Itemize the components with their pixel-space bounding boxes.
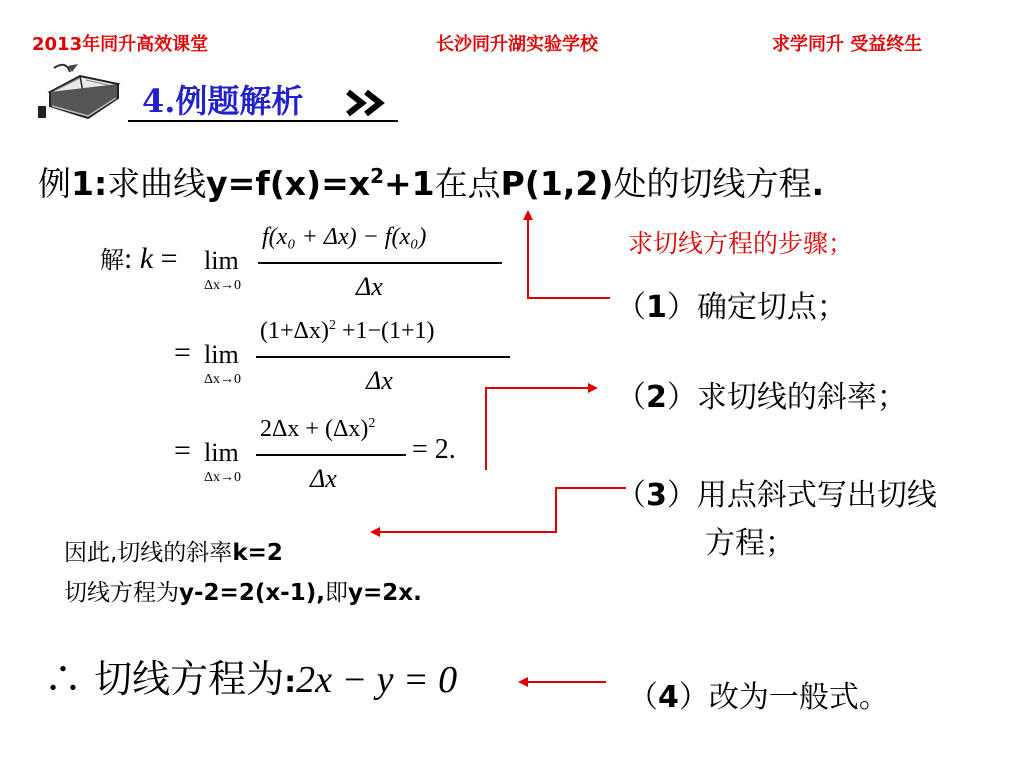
header-school-name: 长沙同升湖实验学校 [436,34,598,55]
section-title: 4.例题解析 [142,82,304,120]
header-slogan: 求学同升 受益终生 [772,34,923,55]
step-4: （4）改为一般式。 [628,680,889,715]
arrow-step3-to-conclusion [372,488,626,532]
final-answer: ∴ 切线方程为:2x − y = 0 [44,657,458,701]
step-3: （3）用点斜式写出切线 [616,478,937,513]
result: = 2. [412,434,456,465]
lim-sub-1: Δx→0 [204,278,242,293]
fraction-2-numerator: $(1+\Delta x)^2 +1-(1+1)$ [260,318,435,344]
lim-sub-2: Δx→0 [204,372,242,387]
step-1: （1）确定切点； [616,290,847,325]
solution-label: 解 [100,246,124,274]
header-school-motto-left: 2013年同升高效课堂 [32,34,209,55]
arrow-to-step2 [486,388,596,470]
fraction-3-denominator: Δx [310,464,337,493]
lim-sub-3: Δx→0 [204,470,242,485]
fraction-3-numerator: $2\Delta x + (\Delta x)^2$ [260,416,376,442]
conclusion-tangent-equation: 切线方程为y-2=2(x-1),即y=2x. [64,580,422,606]
conclusion-slope: 因此,切线的斜率k=2 [64,540,283,566]
fraction-2-denominator: Δx [366,366,393,395]
lim-1: lim [204,246,239,275]
problem-statement: 例1:求曲线$y=f(x)=x^2+1$在点P(1,2)处的切线方程. [38,164,824,203]
step-2: （2）求切线的斜率； [616,380,907,415]
step-3-continued: 方程； [705,526,795,561]
steps-title: 求切线方程的步骤； [628,229,854,258]
solution-derivation: 解: k = lim Δx→0 f(x₀ + Δx) − f(x₀) Δx = lim Δx→0 $(1+\Delta x)^2 +1-(1+1)$ Δx = lim Δx→0 $2\Delta x + (\Delta x)^2$ Δx = 2. [100,226,520,516]
lim-3: lim [204,438,239,467]
fraction-1-denominator: Δx [356,272,383,301]
arrow-step1-to-problem [528,212,610,298]
fraction-1-numerator: f(x₀ + Δx) − f(x₀) [262,224,427,250]
lim-2: lim [204,340,239,369]
